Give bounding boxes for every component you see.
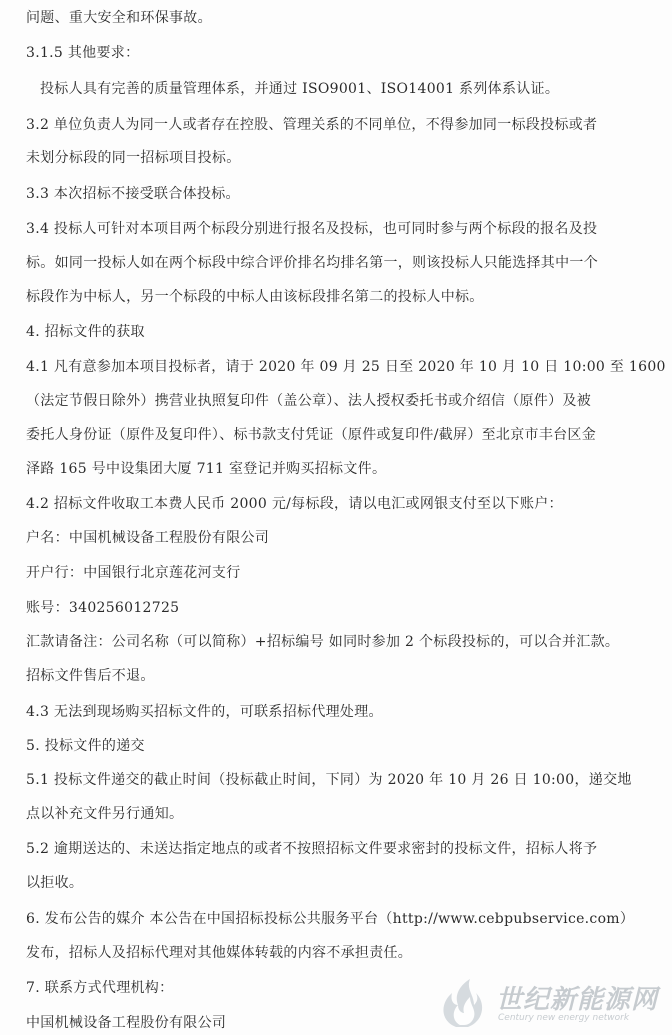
watermark-subtitle: Century new energy network xyxy=(498,1013,630,1023)
text-line: 4.3 无法到现场购买招标文件的，可联系招标代理处理。 xyxy=(26,704,383,720)
text-line: 3.3 本次招标不接受联合体投标。 xyxy=(26,186,240,202)
flame-logo-icon xyxy=(434,975,490,1031)
section-heading: 3.1.5 其他要求： xyxy=(26,45,140,61)
watermark-title: 世纪新能源网 xyxy=(496,985,659,1015)
text-line: 汇款请备注：公司名称（可以简称）+招标编号 如同时参加 2 个标段投标的，可以合并汇款。 xyxy=(26,634,620,650)
text-line: 泽路 165 号中设集团大厦 711 室登记并购买招标文件。 xyxy=(26,461,387,477)
section-heading: 5. 投标文件的递交 xyxy=(26,738,145,754)
text-line: 发布，招标人及招标代理对其他媒体转载的内容不承担责任。 xyxy=(26,945,413,961)
account-name: 户名：中国机械设备工程股份有限公司 xyxy=(26,530,270,546)
section-heading: 4. 招标文件的获取 xyxy=(26,324,145,340)
text-line: 5.1 投标文件递交的截止时间（投标截止时间，下同）为 2020 年 10 月 26 日 10:00，递交地 xyxy=(26,772,632,788)
watermark xyxy=(434,975,664,1031)
text-line: 3.2 单位负责人为同一人或者存在控股、管理关系的不同单位，不得参加同一标段投标或者 xyxy=(26,117,598,133)
text-line: 以拒收。 xyxy=(26,875,84,891)
section-heading: 7. 联系方式代理机构： xyxy=(26,980,174,996)
account-bank: 开户行：中国银行北京莲花河支行 xyxy=(26,565,241,581)
text-line: （法定节假日除外）携营业执照复印件（盖公章）、法人授权委托书或介绍信（原件）及被 xyxy=(26,393,591,409)
text-line: 5.2 逾期送达的、未送达指定地点的或者不按照招标文件要求密封的投标文件，招标人将予 xyxy=(26,841,598,857)
text-line: 4.2 招标文件收取工本费人民币 2000 元/每标段，请以电汇或网银支付至以下账户： xyxy=(26,496,563,512)
text-line: 4.1 凡有意参加本项目投标者，请于 2020 年 09 月 25 日至 2020 年 10 月 10 日 10:00 至 1600 xyxy=(26,359,666,375)
text-line: 标。如同一投标人如在两个标段中综合评价排名均排名第一，则该投标人只能选择其中一个 xyxy=(26,255,598,271)
text-line: 3.4 投标人可针对本项目两个标段分别进行报名及投标，也可同时参与两个标段的报名及投 xyxy=(26,221,598,237)
text-line: 未划分标段的同一招标项目投标。 xyxy=(26,150,241,166)
text-line: 点以补充文件另行通知。 xyxy=(26,806,184,822)
text-line: 6. 发布公告的媒介 本公告在中国招标投标公共服务平台（http://www.cebpubservice.com） xyxy=(26,911,635,927)
text-line: 标段作为中标人，另一个标段的中标人由该标段排名第二的投标人中标。 xyxy=(26,289,484,305)
account-number: 账号：340256012725 xyxy=(26,600,180,616)
text-line: 问题、重大安全和环保事故。 xyxy=(26,10,212,26)
text-line: 招标文件售后不退。 xyxy=(26,668,155,684)
text-line: 投标人具有完善的质量管理体系，并通过 ISO9001、ISO14001 系列体系认证。 xyxy=(40,81,560,97)
text-line: 委托人身份证（原件及复印件）、标书款支付凭证（原件或复印件/截屏）至北京市丰台区金 xyxy=(26,427,597,443)
agency-name: 中国机械设备工程股份有限公司 xyxy=(26,1015,227,1031)
